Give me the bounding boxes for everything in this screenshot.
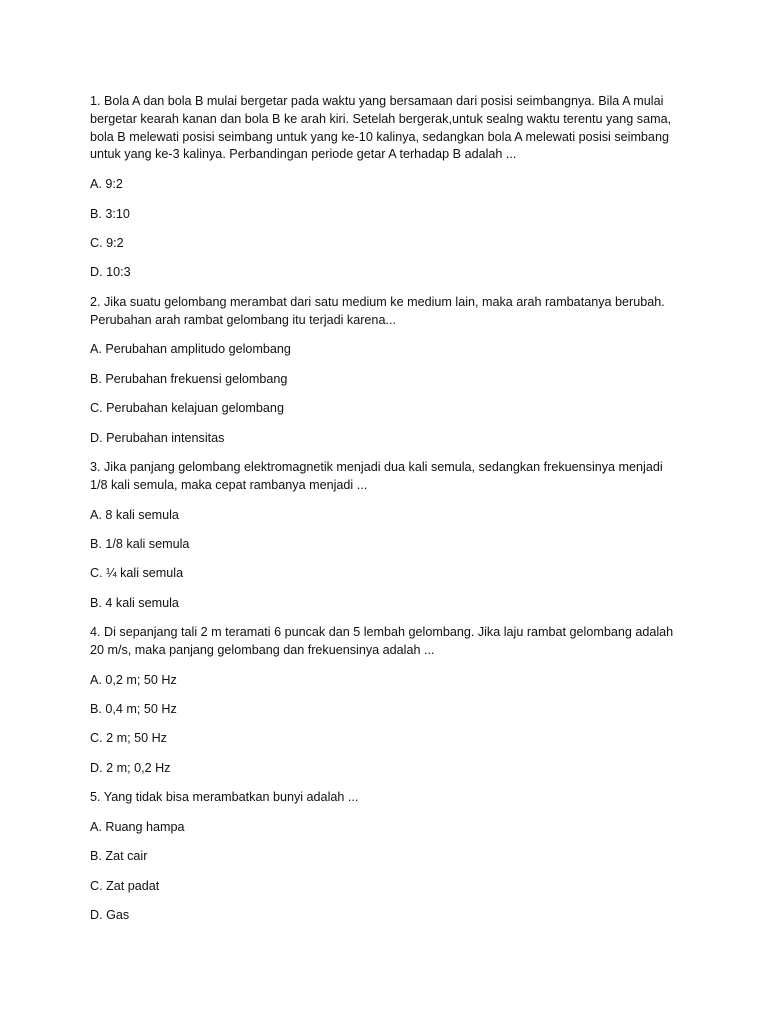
question-5: [90, 789, 680, 925]
document-page: [90, 93, 680, 925]
option-a: A. Perubahan amplitudo gelombang: [90, 342, 291, 357]
option-d: D. Gas: [90, 908, 130, 923]
question-text: 5. Yang tidak bisa merambatkan bunyi adalah ...: [90, 790, 359, 805]
option-b: B. Perubahan frekuensi gelombang: [90, 371, 288, 386]
option-a: A. 9:2: [90, 177, 123, 192]
option-a: A. Ruang hampa: [90, 820, 185, 835]
option-b: B. 1/8 kali semula: [90, 536, 190, 551]
option-c: C. Zat padat: [90, 878, 160, 893]
question-2: [90, 294, 680, 448]
option-b: B. Zat cair: [90, 849, 148, 864]
question-4: [90, 624, 680, 778]
question-1: [90, 93, 680, 282]
option-d: D. Perubahan intensitas: [90, 430, 225, 445]
option-a: A. 0,2 m; 50 Hz: [90, 672, 177, 687]
question-text: 4. Di sepanjang tali 2 m teramati 6 puncak dan 5 lembah gelombang. Jika laju rambat gelombang adalah 20 m/s, maka panjang gelombang dan frekuensinya adalah ...: [90, 625, 674, 657]
question-text: 3. Jika panjang gelombang elektromagnetik menjadi dua kali semula, sedangkan frekuensinya menjadi 1/8 kali semula, maka cepat rambanya menjadi ...: [90, 459, 663, 492]
option-b: B. 0,4 m; 50 Hz: [90, 702, 177, 717]
option-c: C. Perubahan kelajuan gelombang: [90, 401, 284, 416]
option-c: C. 2 m; 50 Hz: [90, 731, 167, 746]
option-c: C. ¼ kali semula: [90, 566, 184, 581]
option-d: D. 10:3: [90, 265, 131, 280]
option-a: A. 8 kali semula: [90, 507, 179, 522]
option-b: B. 3:10: [90, 206, 130, 221]
option-c: C. 9:2: [90, 235, 124, 250]
question-text: 1. Bola A dan bola B mulai bergetar pada waktu yang bersamaan dari posisi seimbangnya. Bila A mulai bergetar kearah kanan dan bola B ke arah kiri. Setelah bergerak,untuk sealng waktu terentu yang sama, bola B melewati posisi seimbang untuk yang ke-10 kalinya, sedangkan bola A melewati posisi seimbang untuk yang ke-3 kalinya. Perbandingan periode getar A terhadap B adalah ...: [90, 94, 672, 162]
option-d: D. 2 m; 0,2 Hz: [90, 760, 171, 775]
question-text: 2. Jika suatu gelombang merambat dari satu medium ke medium lain, maka arah rambatanya berubah. Perubahan arah rambat gelombang itu terjadi karena...: [90, 294, 665, 327]
option-d: B. 4 kali semula: [90, 595, 179, 610]
question-3: [90, 459, 680, 613]
